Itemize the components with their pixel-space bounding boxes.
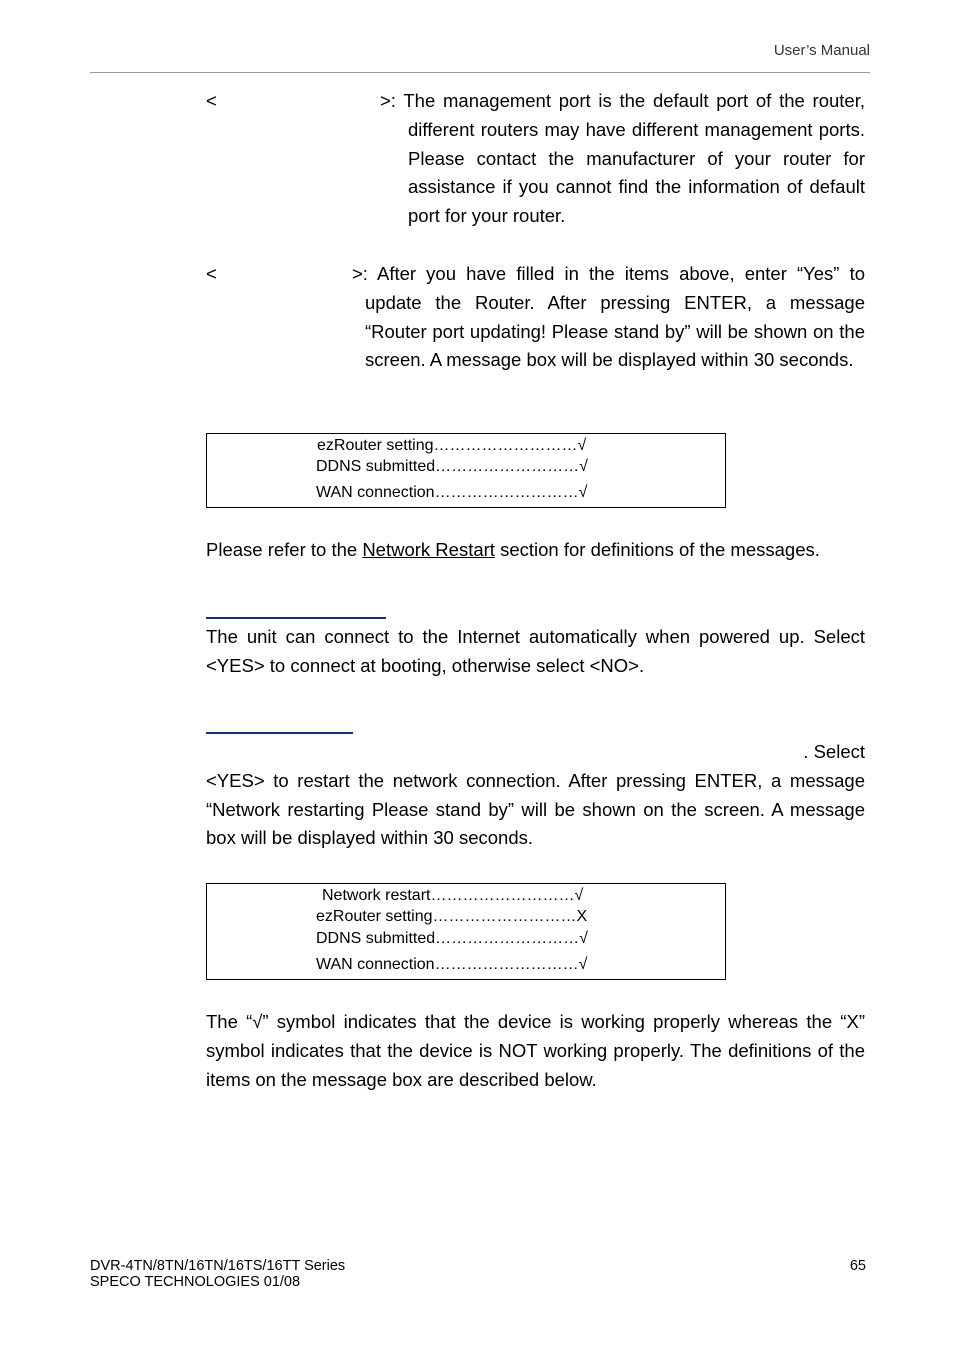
network-restart-link[interactable]: Network Restart bbox=[362, 539, 495, 560]
network-restart-heading-underline bbox=[206, 732, 353, 734]
message-box-router-update bbox=[206, 433, 726, 508]
message-line-ddns: DDNS submitted………………………√ bbox=[316, 458, 588, 475]
header-divider bbox=[90, 72, 870, 73]
message-line-network-restart: Network restart………………………√ bbox=[322, 887, 584, 904]
message-line-ezrouter: ezRouter setting………………………X bbox=[316, 908, 588, 925]
message-line-ddns: DDNS submitted………………………√ bbox=[316, 930, 588, 947]
symbols-explanation: The “√” symbol indicates that the device is working properly whereas the “X” symbol indicates that the device is NOT working properly. The definitions of the items on the message box are described below. bbox=[206, 1011, 865, 1090]
management-port-description: different routers may have different management ports. Please contact the manufacturer of your router for assistance if you cannot find the information of default port for your router. bbox=[408, 118, 865, 227]
refer-paragraph bbox=[206, 536, 820, 565]
message-line-ezrouter: ezRouter setting………………………√ bbox=[317, 437, 587, 454]
network-restart-lead: . Select bbox=[803, 741, 865, 762]
message-line-wan: WAN connection………………………√ bbox=[316, 484, 588, 501]
header-title: User’s Manual bbox=[773, 42, 870, 59]
network-restart-description: <YES> to restart the network connection. After pressing ENTER, a message “Network restarting Please stand by” will be shown on the screen. A message box will be displayed within 30 seconds. bbox=[206, 769, 865, 849]
page-number: 65 bbox=[849, 1258, 866, 1274]
message-line-wan: WAN connection………………………√ bbox=[316, 956, 588, 973]
management-port-open-bracket: < bbox=[206, 90, 217, 111]
refer-text-after: section for definitions of the messages. bbox=[494, 539, 820, 560]
auto-connect-heading-underline bbox=[206, 617, 386, 619]
refer-text-before: Please refer to the bbox=[206, 539, 363, 560]
update-router-description: update the Router. After pressing ENTER, a message “Router port updating! Please stand by” will be shown on the screen. A message box will be displayed within 30 seconds. bbox=[365, 291, 865, 371]
message-box-network-restart bbox=[206, 883, 726, 980]
management-port-lead: >: The management port is the default port of the router, bbox=[380, 90, 865, 111]
update-router-lead: >: After you have filled in the items above, enter “Yes” to bbox=[352, 263, 865, 284]
footer-model: DVR-4TN/8TN/16TN/16TS/16TT Series bbox=[90, 1258, 346, 1274]
footer-company: SPECO TECHNOLOGIES 01/08 bbox=[90, 1274, 301, 1290]
auto-connect-description: The unit can connect to the Internet automatically when powered up. Select <YES> to connect at booting, otherwise select <NO>. bbox=[206, 626, 865, 676]
update-router-open-bracket: < bbox=[206, 263, 217, 284]
